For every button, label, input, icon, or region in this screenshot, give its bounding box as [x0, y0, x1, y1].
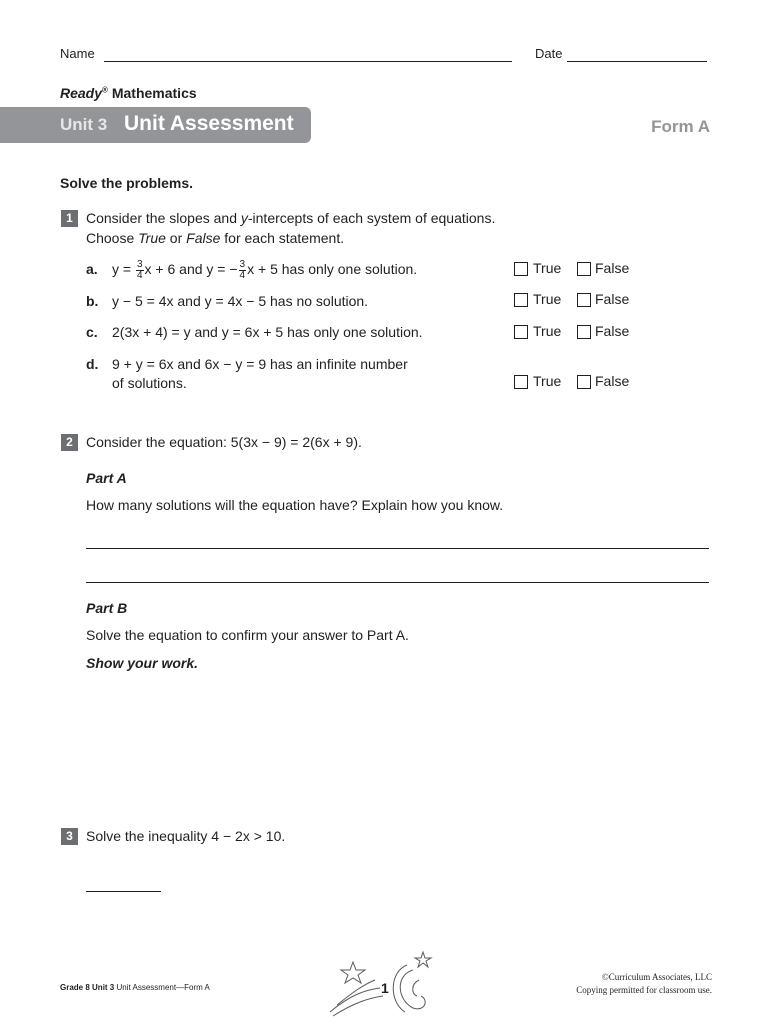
part-b-label: Part B: [86, 600, 128, 616]
item-c-statement: 2(3x + 4) = y and y = 6x + 5 has only one solution.: [112, 324, 423, 340]
item-b-true-checkbox[interactable]: [514, 293, 528, 307]
item-a-middle: x + 6 and y = −: [144, 261, 238, 277]
unit-banner: [0, 107, 311, 143]
frac-num: 3: [239, 258, 246, 270]
item-d-true-checkbox[interactable]: [514, 375, 528, 389]
date-field[interactable]: [567, 46, 707, 62]
item-c-true-checkbox[interactable]: [514, 325, 528, 339]
fraction: [239, 260, 247, 281]
true-label: True: [533, 323, 562, 339]
item-d-letter: d.: [86, 356, 99, 372]
q1-text: Choose: [86, 230, 139, 246]
assessment-title: Unit Assessment: [124, 112, 294, 135]
page-number: 1: [381, 980, 389, 996]
q1-var: y: [240, 210, 248, 226]
q1-true-word: True: [138, 230, 166, 246]
item-a-letter: a.: [86, 261, 98, 277]
footer-left: [60, 983, 210, 992]
item-a-prefix: y =: [112, 261, 132, 277]
answer-line[interactable]: [86, 582, 709, 583]
q1-text: for each statement.: [220, 230, 345, 246]
true-label: True: [533, 373, 562, 389]
fraction: [136, 260, 144, 281]
unit-label: Unit 3: [60, 115, 108, 134]
item-c-letter: c.: [86, 324, 98, 340]
question-3-number: 3: [61, 828, 78, 845]
part-a-prompt: How many solutions will the equation have? Explain how you know.: [86, 497, 504, 513]
item-a-statement: [112, 259, 417, 281]
item-a-true-checkbox[interactable]: [514, 262, 528, 276]
question-1-prompt-line2: [86, 228, 344, 248]
instructions: Solve the problems.: [60, 175, 194, 191]
part-a-label: Part A: [86, 470, 127, 486]
frac-num: 3: [136, 258, 143, 270]
name-field[interactable]: [104, 46, 512, 62]
show-work-label: Show your work.: [86, 655, 199, 671]
form-label: Form A: [651, 117, 710, 136]
date-label: Date: [535, 46, 563, 61]
item-b-statement: y − 5 = 4x and y = 4x − 5 has no solution.: [112, 293, 369, 309]
question-3-prompt: Solve the inequality 4 − 2x > 10.: [86, 828, 286, 844]
work-area[interactable]: [86, 675, 709, 815]
false-label: False: [595, 260, 630, 276]
item-a-end: x + 5 has only one solution.: [247, 261, 418, 277]
q1-text: or: [165, 230, 187, 246]
part-b-prompt: Solve the equation to confirm your answer to Part A.: [86, 627, 409, 643]
footer-grade: Grade 8: [60, 983, 90, 992]
question-1-number: 1: [61, 210, 78, 227]
q1-false-word: False: [186, 230, 221, 246]
item-d-statement-line1: 9 + y = 6x and 6x − y = 9 has an infinite number: [112, 356, 408, 372]
false-label: False: [595, 373, 630, 389]
footer-right: [576, 971, 712, 997]
item-a-false-checkbox[interactable]: [577, 262, 591, 276]
stars-decoration-icon: [325, 950, 435, 1020]
question-2-prompt: Consider the equation: 5(3x − 9) = 2(6x + 9).: [86, 434, 362, 450]
q1-text: Consider the slopes and: [86, 210, 241, 226]
answer-line[interactable]: [86, 548, 709, 549]
item-c-false-checkbox[interactable]: [577, 325, 591, 339]
name-label: Name: [60, 46, 95, 61]
item-d-false-checkbox[interactable]: [577, 375, 591, 389]
true-label: True: [533, 291, 562, 307]
false-label: False: [595, 291, 630, 307]
item-b-letter: b.: [86, 293, 99, 309]
permission: Copying permitted for classroom use.: [576, 985, 712, 995]
series-name: Ready: [60, 85, 103, 101]
copyright: ©Curriculum Associates, LLC: [601, 972, 712, 982]
false-label: False: [595, 323, 630, 339]
item-d-statement-line2: of solutions.: [112, 375, 187, 391]
question-1-prompt-line1: [86, 208, 495, 228]
item-b-false-checkbox[interactable]: [577, 293, 591, 307]
q1-text: -intercepts of each system of equations.: [247, 210, 496, 226]
frac-den: 4: [239, 269, 246, 281]
footer-doc: Unit Assessment—Form A: [116, 983, 210, 992]
footer-unit: Unit 3: [92, 983, 115, 992]
question-2-number: 2: [61, 434, 78, 451]
series-subject: Mathematics: [111, 85, 197, 101]
answer-blank[interactable]: [86, 891, 161, 892]
true-label: True: [533, 260, 562, 276]
frac-den: 4: [136, 269, 143, 281]
series-title: Ready® Mathematics: [60, 85, 197, 101]
